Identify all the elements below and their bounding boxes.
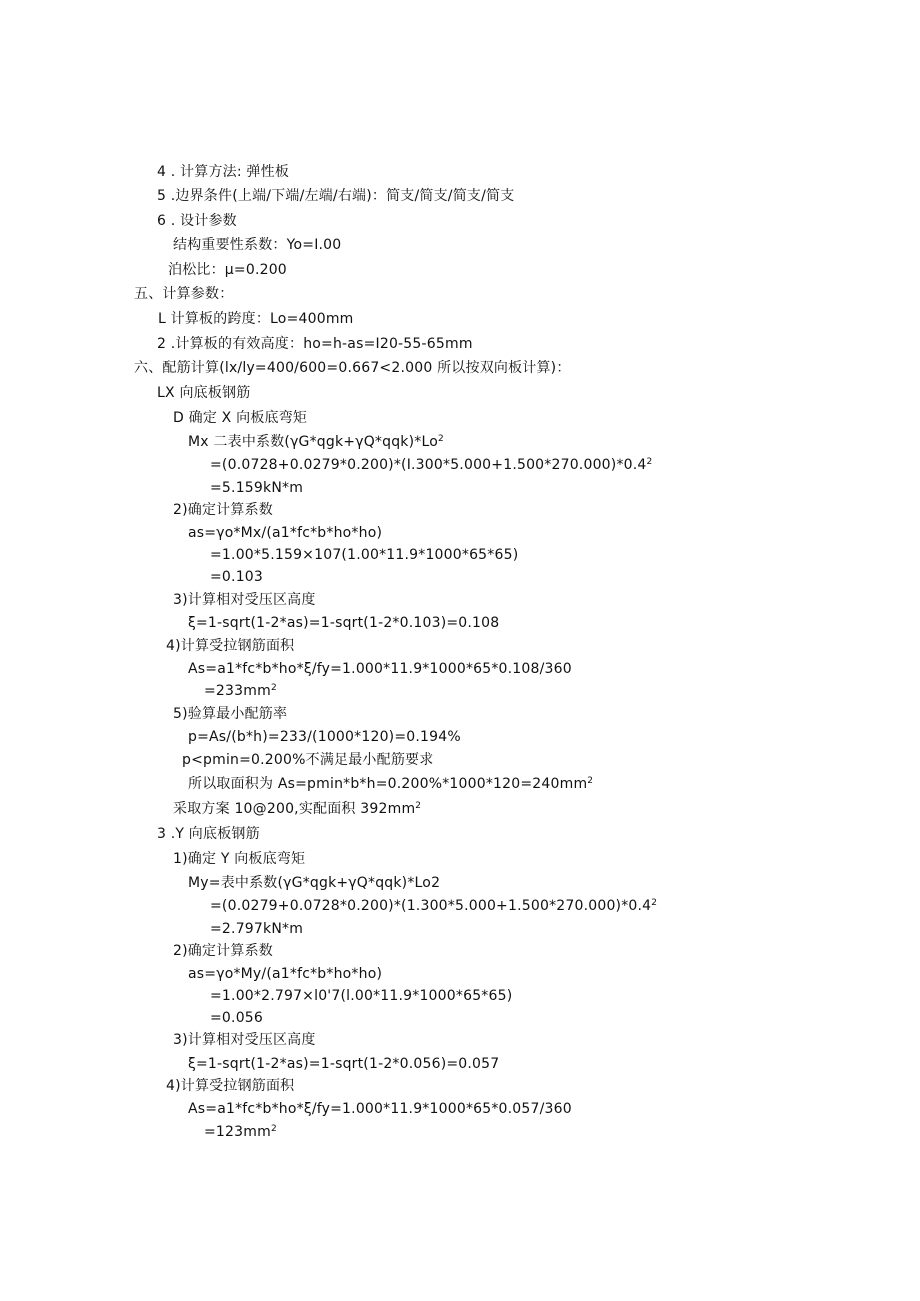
step-x-steel-area: 4)计算受拉钢筋面积 bbox=[166, 638, 295, 654]
formula-xi-x: ξ=1-sqrt(1-2*as)=1-sqrt(1-2*0.103)=0.108 bbox=[188, 615, 500, 631]
doc-line-poisson: 泊松比：μ=0.200 bbox=[168, 262, 287, 278]
doc-line-scheme-x: 采取方案 10@200,实配面积 $392mm^2$ bbox=[173, 801, 422, 817]
formula-as-x-sub: =1.00*5.159×107(1.00*11.9*1000*65*65) bbox=[210, 547, 519, 563]
step-x-moment: D 确定 X 向板底弯矩 bbox=[173, 410, 308, 426]
formula-area-y-result: $=123mm^2$ bbox=[204, 1124, 277, 1140]
formula-my-sub: $=(0.0279+0.0728*0.200)*(1.300*5.000+1.500*270.000)*0.4^2$ bbox=[210, 898, 658, 914]
subsection-y-rebar: 3 .Y 向底板钢筋 bbox=[157, 826, 260, 842]
step-x-min-ratio: 5)验算最小配筋率 bbox=[173, 706, 288, 722]
formula-ratio-x: p=As/(b*h)=233/(1000*120)=0.194% bbox=[188, 729, 461, 745]
section-heading-reinforcement: 六、配筋计算(lx/ly=400/600=0.667<2.000 所以按双向板计算)： bbox=[134, 360, 571, 376]
formula-xi-y: ξ=1-sqrt(1-2*as)=1-sqrt(1-2*0.056)=0.057 bbox=[188, 1056, 500, 1072]
doc-line-importance: 结构重要性系数：Yo=I.00 bbox=[173, 237, 342, 253]
doc-line-design-params: 6 . 设计参数 bbox=[157, 213, 237, 229]
formula-area-x-result: $=233mm^2$ bbox=[204, 683, 277, 699]
formula-mx: Mx 二表中系数$(\gamma G*qgk+\gamma Q*qqk)*Lo^2$ bbox=[188, 434, 444, 450]
formula-my: My=表中系数(γG*qgk+γQ*qqk)*Lo2 bbox=[188, 875, 441, 891]
subsection-x-rebar: LX 向底板钢筋 bbox=[157, 385, 251, 401]
formula-as-y-sub: =1.00*2.797×l0'7(l.00*11.9*1000*65*65) bbox=[210, 988, 513, 1004]
step-y-moment: 1)确定 Y 向板底弯矩 bbox=[173, 851, 306, 867]
step-y-compression-height: 3)计算相对受压区高度 bbox=[173, 1032, 316, 1048]
formula-area-y: As=a1*fc*b*ho*ξ/fy=1.000*11.9*1000*65*0.057/360 bbox=[188, 1101, 572, 1117]
doc-line-effective-height: 2 .计算板的有效高度：ho=h-as=I20-55-65mm bbox=[157, 336, 473, 352]
formula-area-x: As=a1*fc*b*ho*ξ/fy=1.000*11.9*1000*65*0.108/360 bbox=[188, 661, 572, 677]
formula-as-x: as=γo*Mx/(a1*fc*b*ho*ho) bbox=[188, 525, 383, 541]
step-y-steel-area: 4)计算受拉钢筋面积 bbox=[166, 1078, 295, 1094]
doc-line-boundary: 5 .边界条件(上端/下端/左端/右端)：简支/简支/简支/简支 bbox=[157, 188, 515, 204]
doc-line-method: 4 . 计算方法: 弹性板 bbox=[157, 164, 290, 180]
formula-as-y-result: =0.056 bbox=[210, 1010, 264, 1026]
section-heading-calc-params: 五、计算参数： bbox=[134, 286, 234, 302]
doc-line-span: L 计算板的跨度：Lo=400mm bbox=[158, 311, 354, 327]
formula-as-y: as=γo*My/(a1*fc*b*ho*ho) bbox=[188, 966, 383, 982]
step-x-compression-height: 3)计算相对受压区高度 bbox=[173, 592, 316, 608]
formula-my-result: =2.797kN*m bbox=[210, 921, 304, 937]
formula-mx-result: =5.159kN*m bbox=[210, 480, 304, 496]
step-y-coefficient: 2)确定计算系数 bbox=[173, 943, 273, 959]
doc-line-ratio-check: p<pmin=0.200%不满足最小配筋要求 bbox=[182, 752, 434, 768]
formula-as-x-result: =0.103 bbox=[210, 569, 264, 585]
doc-line-min-area: 所以取面积为 $As=pmin*b*h=0.200\%*1000*120=240mm^2$ bbox=[188, 776, 594, 792]
step-x-coefficient: 2)确定计算系数 bbox=[173, 502, 273, 518]
formula-mx-sub: $=(0.0728+0.0279*0.200)*(I.300*5.000+1.500*270.000)*0.4^2$ bbox=[210, 457, 653, 473]
